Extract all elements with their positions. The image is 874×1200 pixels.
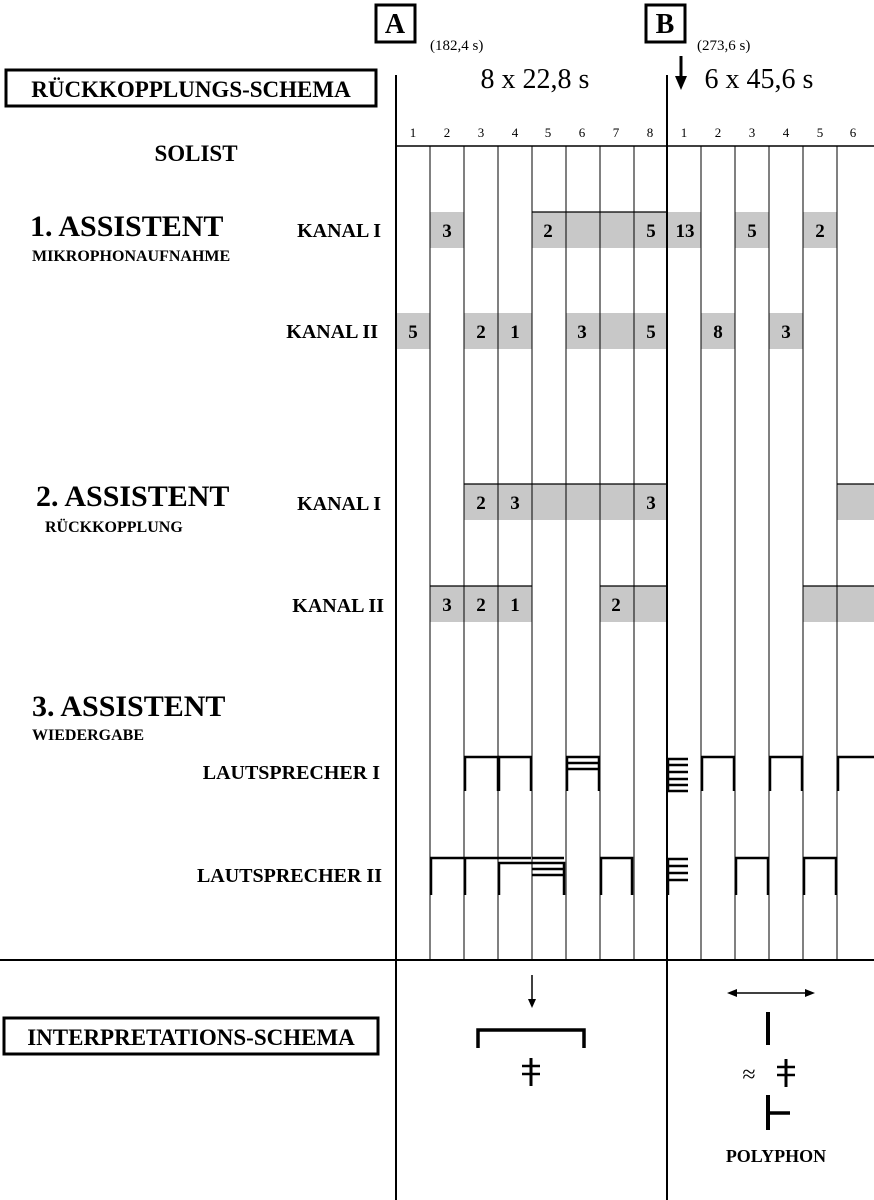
col-b-3: 3 — [748, 125, 756, 140]
bracket-icon — [478, 1030, 584, 1048]
speaker2-bracket-3 — [804, 858, 836, 895]
cell-a1k2-6: 8 — [713, 322, 723, 343]
cell-a2k2-1: 3 — [442, 595, 452, 616]
col-b-2: 2 — [714, 125, 722, 140]
cell-a2k1-1: 2 — [476, 493, 486, 514]
cell-a2k2-2: 2 — [476, 595, 486, 616]
section-b-symbol — [726, 989, 826, 1166]
col-b-5: 5 — [816, 125, 824, 140]
column-numbers — [410, 125, 857, 140]
assistant2-kanal1-label: KANAL I — [297, 493, 381, 515]
section-a-symbol — [478, 975, 584, 1086]
speaker1-marks — [465, 757, 874, 791]
assistant1-subtitle: MIKROPHONAUFNAHME — [32, 248, 231, 265]
col-b-4: 4 — [782, 125, 790, 140]
col-a-8: 8 — [646, 125, 654, 140]
cell-a1k2-4: 3 — [577, 322, 587, 343]
cell-a2k2-3: 1 — [510, 595, 520, 616]
cell-a1k1-4: 13 — [675, 221, 695, 242]
block-a2k1-2 — [837, 484, 874, 520]
speaker1-multi-bracket — [567, 757, 599, 791]
double-cross-icon — [777, 1059, 795, 1087]
speaker1-bracket-3 — [702, 757, 734, 791]
cell-a1k1-1: 3 — [442, 221, 452, 242]
col-a-6: 6 — [578, 125, 586, 140]
col-a-3: 3 — [477, 125, 485, 140]
speaker1-bracket-1 — [465, 757, 498, 791]
col-a-4: 4 — [511, 125, 519, 140]
assistant2-title: 2. ASSISTENT — [36, 480, 230, 513]
arrow-down-icon — [675, 56, 687, 90]
cell-a1k2-3: 1 — [510, 322, 520, 343]
col-a-5: 5 — [544, 125, 552, 140]
col-a-2: 2 — [443, 125, 451, 140]
feedback-scheme-title: RÜCKKOPPLUNGS-SCHEMA — [31, 77, 351, 102]
speaker1-label: LAUTSPRECHER I — [202, 762, 380, 784]
double-cross-icon — [522, 1058, 540, 1086]
cell-numbers — [408, 221, 825, 616]
solist-label: SOLIST — [154, 141, 238, 166]
cell-a2k1-3: 3 — [646, 493, 656, 514]
block-a2k2-3 — [803, 586, 874, 622]
cell-a1k2-5: 5 — [646, 322, 656, 343]
marker-b-time: (273,6 s) — [697, 38, 751, 54]
assistant1-title: 1. ASSISTENT — [30, 210, 224, 243]
section-a-duration: 8 x 22,8 s — [480, 64, 590, 95]
block-edges — [430, 212, 874, 586]
col-b-1: 1 — [680, 125, 688, 140]
double-arrow-icon — [727, 989, 815, 997]
marker-b-label: B — [655, 9, 675, 40]
speaker2-label: LAUTSPRECHER II — [196, 865, 382, 887]
assistant3-title: 3. ASSISTENT — [32, 690, 226, 723]
polyphon-label: POLYPHON — [725, 1146, 827, 1166]
cell-a1k1-3: 5 — [646, 221, 656, 242]
speaker2-bracket-1 — [601, 858, 632, 895]
marker-a-label: A — [384, 9, 406, 40]
speaker1-comb — [668, 759, 688, 791]
speaker1-bracket-2 — [499, 757, 531, 791]
interpretation-scheme-title: INTERPRETATIONS-SCHEMA — [27, 1025, 355, 1050]
cell-a1k2-2: 2 — [476, 322, 486, 343]
section-b-duration: 6 x 45,6 s — [704, 64, 814, 95]
shaded-blocks — [396, 212, 874, 622]
speaker2-comb — [668, 859, 688, 895]
cell-a2k1-2: 3 — [510, 493, 520, 514]
assistant1-kanal1-label: KANAL I — [297, 220, 381, 242]
speaker1-bracket-5 — [838, 757, 874, 791]
col-b-6: 6 — [849, 125, 857, 140]
assistant3-subtitle: WIEDERGABE — [32, 727, 145, 744]
tee-icon — [768, 1095, 790, 1130]
assistant2-kanal2-label: KANAL II — [292, 595, 384, 617]
cell-a1k1-5: 5 — [747, 221, 757, 242]
col-a-7: 7 — [612, 125, 620, 140]
speaker1-bracket-4 — [770, 757, 802, 791]
assistant2-subtitle: RÜCKKOPPLUNG — [45, 519, 183, 536]
cell-a1k1-2: 2 — [543, 221, 553, 242]
approx-icon: ≈ — [742, 1062, 756, 1088]
marker-a-time: (182,4 s) — [430, 38, 484, 54]
assistant1-kanal2-label: KANAL II — [286, 321, 378, 343]
cell-a1k1-6: 2 — [815, 221, 825, 242]
cell-a1k2-1: 5 — [408, 322, 418, 343]
cell-a1k2-7: 3 — [781, 322, 791, 343]
col-a-1: 1 — [409, 125, 417, 140]
cell-a2k2-4: 2 — [611, 595, 621, 616]
speaker2-bracket-2 — [736, 858, 768, 895]
arrow-down-icon — [528, 975, 536, 1008]
